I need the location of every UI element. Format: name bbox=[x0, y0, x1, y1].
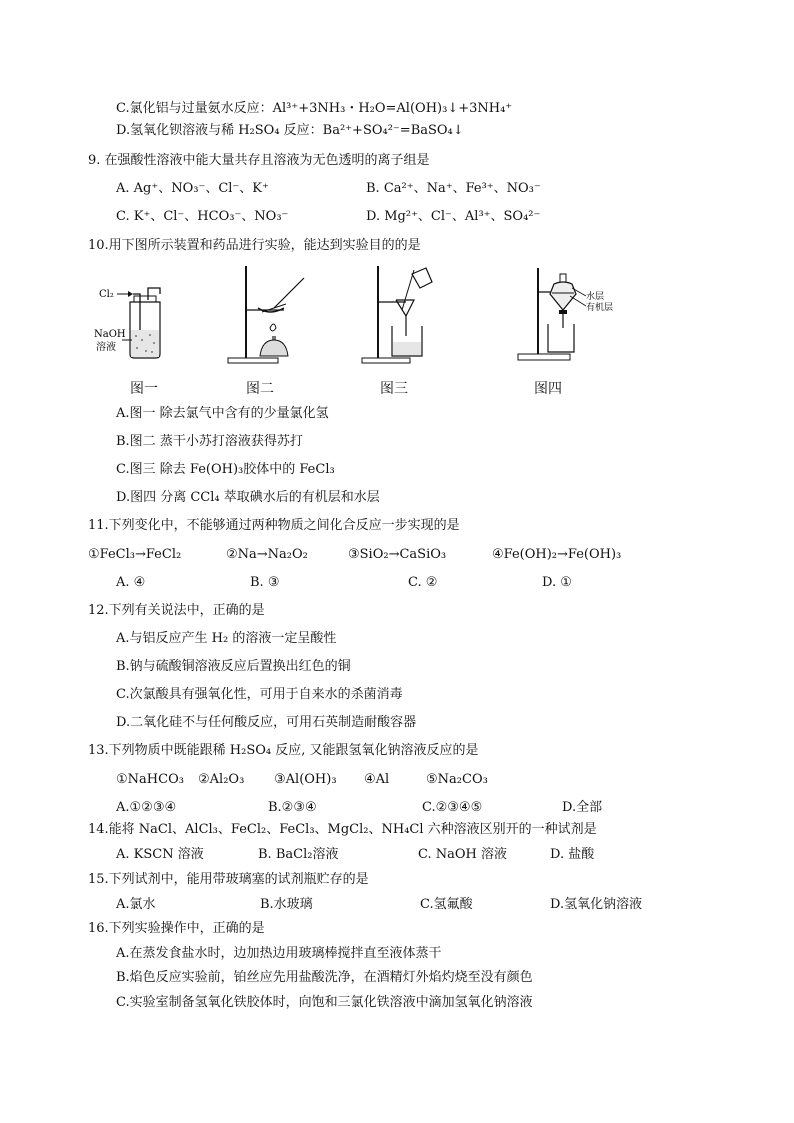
q13-item-3: ③Al(OH)₃ bbox=[274, 772, 337, 787]
q14-option-c: C. NaOH 溶液 bbox=[418, 847, 508, 862]
q10-option-c: C.图三 除去 Fe(OH)₃胶体中的 FeCl₃ bbox=[116, 462, 335, 477]
q16-option-a: A.在蒸发食盐水时，边加热边用玻璃棒搅拌直至液体蒸干 bbox=[116, 946, 442, 961]
q15-option-a: A.氯水 bbox=[116, 897, 156, 912]
fig4-water-layer-label: 水层 bbox=[586, 292, 605, 302]
q11-statement-3: ③SiO₂→CaSiO₃ bbox=[348, 547, 447, 562]
q13-option-b: B.②③④ bbox=[268, 800, 317, 815]
q10-option-d: D.图四 分离 CCl₄ 萃取碘水后的有机层和水层 bbox=[116, 490, 380, 505]
q15-option-c: C.氢氟酸 bbox=[420, 897, 473, 912]
figure-4-caption: 图四 bbox=[534, 381, 562, 397]
q11-option-d: D. ① bbox=[542, 575, 572, 590]
q13-option-c: C.②③④⑤ bbox=[422, 800, 483, 815]
q11-option-c: C. ② bbox=[408, 575, 438, 590]
q14-stem: 14.能将 NaCl、AlCl₃、FeCl₂、FeCl₃、MgCl₂、NH₄Cl 六种溶液区别开的一种试剂是 bbox=[88, 822, 597, 837]
q13-item-1: ①NaHCO₃ bbox=[116, 772, 184, 787]
q16-stem: 16.下列实验操作中，正确的是 bbox=[88, 921, 265, 936]
figure-1-wash-bottle bbox=[92, 280, 182, 364]
q14-option-b: B. BaCl₂溶液 bbox=[258, 847, 339, 862]
q14-option-d: D. 盐酸 bbox=[550, 847, 595, 862]
q11-stem: 11.下列变化中，不能够通过两种物质之间化合反应一步实现的是 bbox=[88, 518, 460, 533]
q12-stem: 12.下列有关说法中，正确的是 bbox=[88, 603, 265, 618]
q13-stem: 13.下列物质中既能跟稀 H₂SO₄ 反应, 又能跟氢氧化钠溶液反应的是 bbox=[88, 743, 479, 758]
q9-option-b: B. Ca²⁺、Na⁺、Fe³⁺、NO₃⁻ bbox=[366, 181, 541, 196]
q15-option-b: B.水玻璃 bbox=[260, 897, 313, 912]
q9-option-c: C. K⁺、Cl⁻、HCO₃⁻、NO₃⁻ bbox=[116, 209, 289, 224]
q11-option-a: A. ④ bbox=[116, 575, 146, 590]
q15-stem: 15.下列试剂中，能用带玻璃塞的试剂瓶贮存的是 bbox=[88, 872, 369, 887]
figure-1-caption: 图一 bbox=[130, 381, 158, 397]
fig1-gas-label: Cl₂ bbox=[99, 289, 114, 300]
figure-2-caption: 图二 bbox=[246, 381, 274, 397]
figure-4-separatory-funnel bbox=[518, 266, 628, 362]
q13-item-4: ④Al bbox=[364, 772, 390, 787]
q12-option-c: C.次氯酸具有强氧化性，可用于自来水的杀菌消毒 bbox=[116, 687, 403, 702]
figure-2-evaporation bbox=[228, 264, 308, 364]
q12-option-a: A.与铝反应产生 H₂ 的溶液一定呈酸性 bbox=[116, 631, 337, 646]
q15-option-d: D.氢氧化钠溶液 bbox=[550, 897, 643, 912]
q8-option-c: C.氯化铝与过量氨水反应：Al³⁺+3NH₃・H₂O=Al(OH)₃↓+3NH₄⁺ bbox=[116, 101, 513, 116]
q8-option-d: D.氢氧化钡溶液与稀 H₂SO₄ 反应：Ba²⁺+SO₄²⁻=BaSO₄↓ bbox=[116, 123, 464, 138]
q13-option-a: A.①②③④ bbox=[116, 800, 177, 815]
q9-option-d: D. Mg²⁺、Cl⁻、Al³⁺、SO₄²⁻ bbox=[366, 209, 541, 224]
q9-stem: 9. 在强酸性溶液中能大量共存且溶液为无色透明的离子组是 bbox=[88, 153, 430, 168]
q14-option-a: A. KSCN 溶液 bbox=[116, 847, 204, 862]
q10-option-b: B.图二 蒸干小苏打溶液获得苏打 bbox=[116, 434, 303, 449]
q13-item-2: ②Al₂O₃ bbox=[198, 772, 245, 787]
q13-option-d: D.全部 bbox=[562, 800, 603, 815]
figure-3-caption: 图三 bbox=[380, 381, 408, 397]
q12-option-d: D.二氧化硅不与任何酸反应，可用石英制造耐酸容器 bbox=[116, 715, 417, 730]
figure-3-filtration bbox=[362, 264, 442, 364]
fig1-solution-label-2: 溶液 bbox=[96, 342, 116, 353]
q10-stem: 10.用下图所示装置和药品进行实验，能达到实验目的的是 bbox=[88, 238, 421, 253]
q13-item-5: ⑤Na₂CO₃ bbox=[426, 772, 488, 787]
q11-statement-2: ②Na→Na₂O₂ bbox=[226, 547, 308, 562]
fig1-solution-label-1: NaOH bbox=[94, 329, 126, 340]
fig4-organic-layer-label: 有机层 bbox=[586, 303, 614, 313]
q10-option-a: A.图一 除去氯气中含有的少量氯化氢 bbox=[116, 406, 329, 421]
q9-option-a: A. Ag⁺、NO₃⁻、Cl⁻、K⁺ bbox=[116, 181, 269, 196]
q11-option-b: B. ③ bbox=[250, 575, 280, 590]
q16-option-c: C.实验室制备氢氧化铁胶体时，向饱和三氯化铁溶液中滴加氢氧化钠溶液 bbox=[116, 995, 533, 1010]
q11-statement-1: ①FeCl₃→FeCl₂ bbox=[88, 547, 182, 562]
q11-statement-4: ④Fe(OH)₂→Fe(OH)₃ bbox=[492, 547, 622, 562]
q12-option-b: B.钠与硫酸铜溶液反应后置换出红色的铜 bbox=[116, 659, 351, 674]
q16-option-b: B.焰色反应实验前，铂丝应先用盐酸洗净，在酒精灯外焰灼烧至没有颜色 bbox=[116, 970, 533, 985]
